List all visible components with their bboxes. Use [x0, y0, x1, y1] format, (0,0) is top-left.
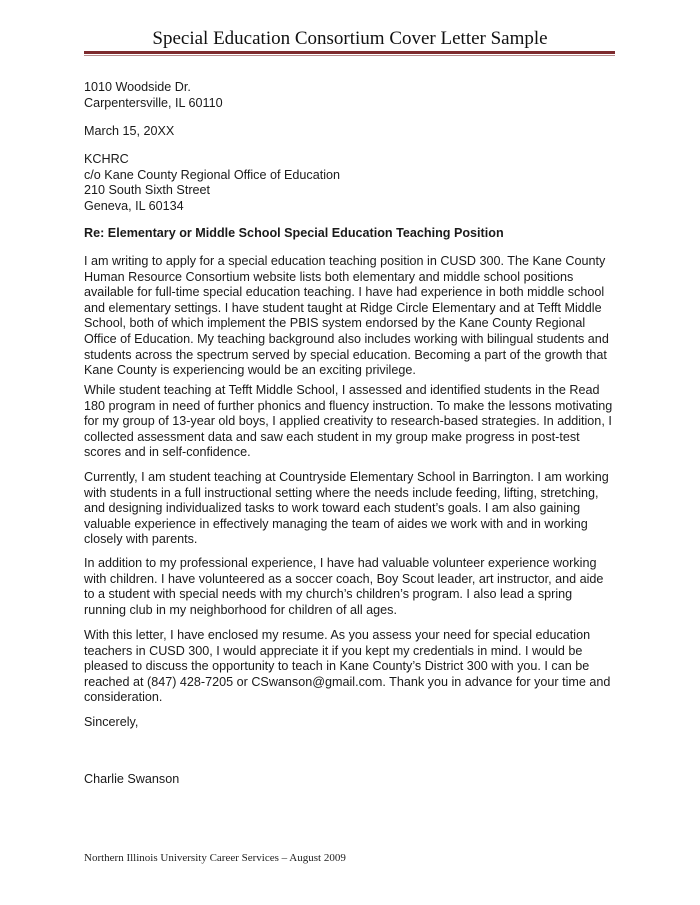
title-underline-shadow [84, 55, 615, 56]
paragraph-line: running club in my neighborhood for children of all ages. [84, 602, 397, 617]
page-footer: Northern Illinois University Career Services – August 2009 [84, 852, 346, 864]
paragraph-line: With this letter, I have enclosed my resume. As you assess your need for special education [84, 628, 591, 642]
paragraph-line: and designing individualized tasks to work toward each student’s goals. I am also gaining [84, 501, 581, 516]
signature [84, 772, 624, 788]
signature-name: Charlie Swanson [84, 772, 180, 786]
paragraph-line: with students in a full instructional setting where the needs include feeding, lifting, stretching, [84, 485, 599, 500]
sender-address [84, 80, 624, 111]
paragraph-line: scores and in self-confidence. [84, 445, 251, 460]
subject-line [84, 226, 624, 242]
sender-city: Carpentersville, IL 60110 [84, 95, 223, 110]
paragraph-line: Human Resource Consortium website lists both elementary and middle school positions [84, 269, 574, 284]
paragraph-line: closely with parents. [84, 532, 198, 547]
sender-street: 1010 Woodside Dr. [84, 80, 191, 94]
recipient-line: c/o Kane County Regional Office of Education [84, 167, 341, 182]
paragraph-volunteer [84, 556, 624, 618]
paragraph-line: I am writing to apply for a special education teaching position in CUSD 300. The Kane County [84, 254, 606, 268]
recipient-address [84, 152, 624, 214]
paragraph-line: to a student with special needs with my church’s children’s program. I also lead a spring [84, 587, 573, 602]
closing-text: Sincerely, [84, 715, 139, 729]
paragraph-line: teachers in CUSD 300, I would appreciate it if you kept my credentials in mind. I would be [84, 643, 583, 658]
paragraph-closing [84, 628, 624, 706]
paragraph-line: Office of Education. My teaching background also includes working with bilingual students and [84, 331, 609, 346]
paragraph-line: collected assessment data and saw each student in my group make progress in post-test [84, 429, 580, 444]
recipient-line: KCHRC [84, 152, 129, 166]
paragraph-line: for my group of 13-year old boys, I applied creativity to research-based strategies. In addition, I [84, 414, 612, 429]
closing [84, 715, 624, 731]
paragraph-line: In addition to my professional experience, I have had valuable volunteer experience working [84, 556, 597, 570]
paragraph-intro [84, 254, 624, 379]
paragraph-line: and elementary settings. I have student taught at Ridge Circle Elementary and at Tefft Middle [84, 300, 602, 315]
paragraph-tefft [84, 383, 624, 461]
paragraph-line: with children. I have volunteered as a soccer coach, Boy Scout leader, art instructor, and aide [84, 571, 604, 586]
paragraph-line: consideration. [84, 690, 163, 705]
paragraph-line: 180 program in need of further phonics and fluency instruction. To make the lessons motivating [84, 398, 613, 413]
subject-text: Re: Elementary or Middle School Special Education Teaching Position [84, 226, 504, 240]
paragraph-line: Kane County is experiencing would be an exciting privilege. [84, 363, 416, 378]
letter-date [84, 124, 624, 140]
paragraph-line: Currently, I am student teaching at Countryside Elementary School in Barrington. I am working [84, 470, 609, 484]
paragraph-line: valuable experience in effectively managing the team of aides we work with and in working [84, 516, 588, 531]
paragraph-countryside [84, 470, 624, 548]
paragraph-line: While student teaching at Tefft Middle School, I assessed and identified students in the Read [84, 383, 600, 397]
paragraph-line: students across the spectrum served by special education. Becoming a part of the growth that [84, 347, 607, 362]
document-title: Special Education Consortium Cover Letter Sample [152, 28, 548, 49]
recipient-line: Geneva, IL 60134 [84, 198, 184, 213]
paragraph-line: reached at (847) 428-7205 or CSwanson@gmail.com. Thank you in advance for your time and [84, 674, 611, 689]
recipient-line: 210 South Sixth Street [84, 183, 211, 198]
paragraph-line: School, both of which implement the PBIS system endorsed by the Kane County Regional [84, 316, 586, 331]
paragraph-line: pleased to discuss the opportunity to teach in Kane County’s District 300 with you. I can be [84, 659, 590, 674]
paragraph-line: available for full-time special education teaching. I have had experience in both middle school [84, 285, 605, 300]
date-text: March 15, 20XX [84, 124, 175, 138]
title-underline [84, 51, 615, 54]
